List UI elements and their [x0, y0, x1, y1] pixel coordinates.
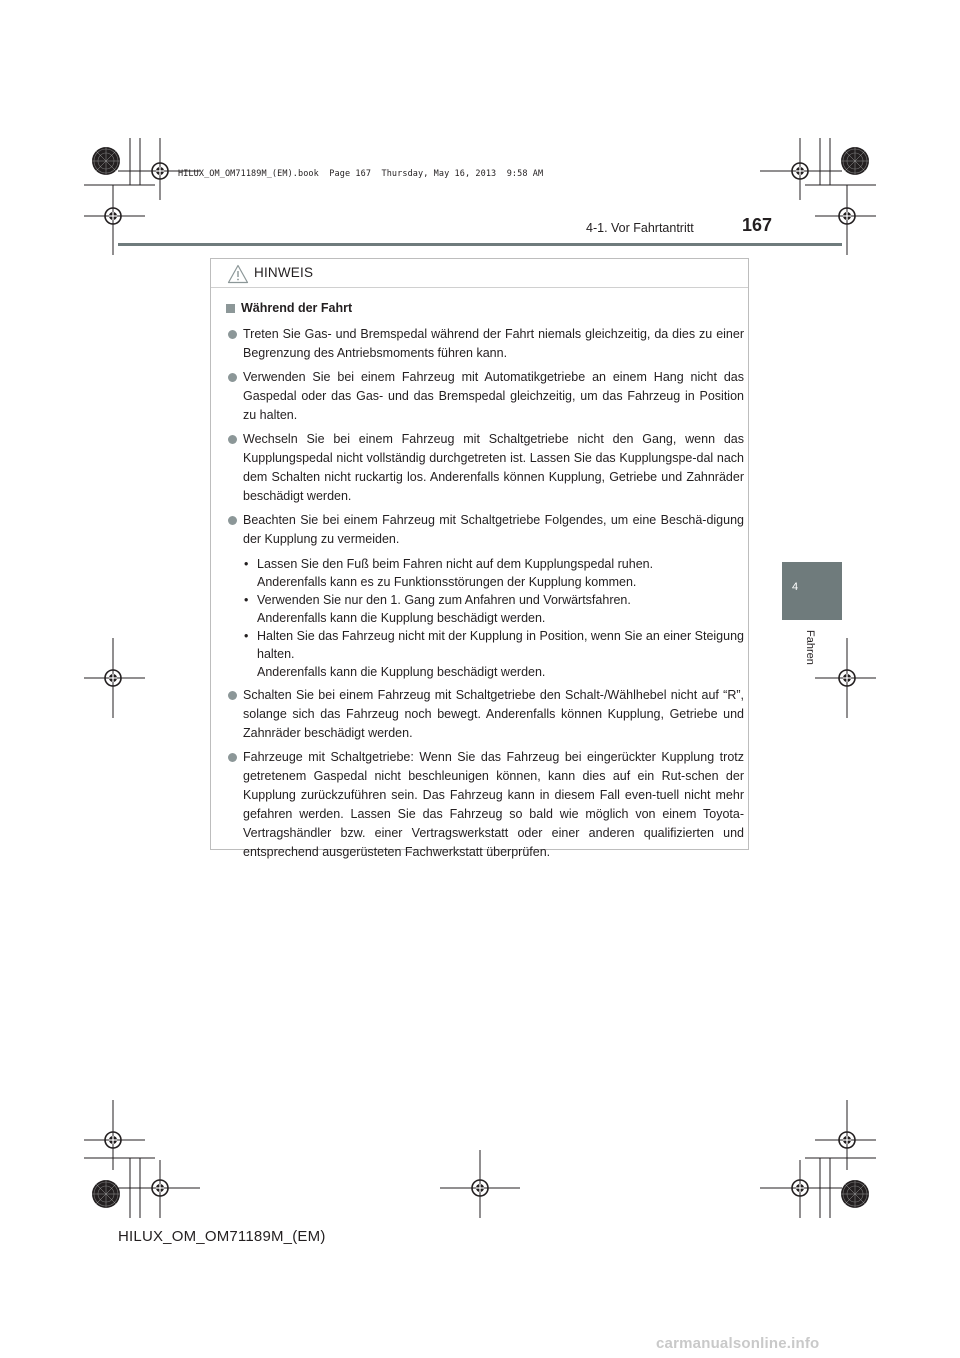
- list-item: [225, 430, 744, 506]
- sub-item-consequence: Anderenfalls kann die Kupplung beschädigt werden.: [257, 665, 546, 679]
- notice-subheading: [225, 300, 744, 317]
- sub-item-consequence: Anderenfalls kann es zu Funktionsstörungen der Kupplung kommen.: [257, 575, 637, 589]
- list-item-text: Wechseln Sie bei einem Fahrzeug mit Schaltgetriebe nicht den Gang, wenn das Kupplungspedal nicht vollständig durchgetreten ist. Lassen Sie das Kupplungspe-dal nach dem Schalten nicht ruckartig los. Anderenfalls können Kupplung, Getriebe und Zahnräder beschädigt werden.: [243, 432, 744, 503]
- sub-list-item: [243, 591, 744, 627]
- sub-list-item: [243, 555, 744, 591]
- sub-bullet-mark: •: [244, 593, 249, 607]
- sub-list: [243, 555, 744, 681]
- square-bullet-icon: [226, 304, 235, 313]
- sub-item-text: Halten Sie das Fahrzeug nicht mit der Kupplung in Position, wenn Sie an einer Steigung halten.: [257, 629, 744, 661]
- list-item-text: Treten Sie Gas- und Bremspedal während der Fahrt niemals gleichzeitig, da dies zu einer Begrenzung des Antriebsmoments führen kann.: [243, 327, 744, 360]
- circle-bullet-icon: [228, 753, 237, 762]
- sub-bullet-mark: •: [244, 629, 249, 643]
- notice-header: [211, 259, 748, 288]
- sub-bullet-mark: •: [244, 557, 249, 571]
- circle-bullet-icon: [228, 691, 237, 700]
- notice-title: HINWEIS: [254, 265, 314, 280]
- page-number: 167: [742, 215, 773, 235]
- chapter-label-text: Fahren: [804, 630, 816, 665]
- notice-box: [210, 258, 749, 859]
- sub-item-consequence: Anderenfalls kann die Kupplung beschädigt werden.: [257, 611, 546, 625]
- list-item: [225, 686, 744, 743]
- book-file-info: HILUX_OM_OM71189M_(EM).book Page 167 Thursday, May 16, 2013 9:58 AM: [178, 169, 544, 179]
- warning-triangle-icon: [227, 264, 249, 284]
- circle-bullet-icon: [228, 373, 237, 382]
- chapter-number: 4: [792, 581, 799, 593]
- list-item: [225, 368, 744, 425]
- circle-bullet-icon: [228, 330, 237, 339]
- list-item: [225, 511, 744, 681]
- list-item-text: Schalten Sie bei einem Fahrzeug mit Schaltgetriebe den Schalt-/Wählhebel nicht auf “R”, solange sich das Fahrzeug noch bewegt. Anderenfalls können Kupplung, Getriebe und Zahnräder beschädigt werden.: [243, 688, 744, 740]
- list-item-text: Fahrzeuge mit Schaltgetriebe: Wenn Sie das Fahrzeug bei eingerückter Kupplung trotz getretenem Gaspedal nicht beschleunigen können, kann dies auf ein Rut-schen der Kupplung zurückzuführen sein. Das Fahrzeug kann in diesem Fall even-tuell nicht mehr gefahren werden. Lassen Sie das Fahrzeug so bald wie möglich von einem Toyota-Vertragshändler bzw. einer Vertragswerkstatt oder einer anderen qualifizierten und entsprechend ausgerüsteten Fachwerkstatt überprüfen.: [243, 750, 744, 859]
- chapter-tab: [782, 562, 842, 620]
- sub-item-text: Lassen Sie den Fuß beim Fahren nicht auf dem Kupplungspedal ruhen.: [257, 557, 654, 571]
- section-title: 4-1. Vor Fahrtantritt: [586, 221, 694, 235]
- list-item-text: Beachten Sie bei einem Fahrzeug mit Schaltgetriebe Folgendes, um eine Beschä-digung der Kupplung zu vermeiden.: [243, 513, 744, 546]
- notice-body: [225, 300, 744, 867]
- header-rule: [118, 243, 842, 246]
- list-item-text: Verwenden Sie bei einem Fahrzeug mit Automatikgetriebe an einem Hang nicht das Gaspedal oder das Gas- und das Bremspedal gleichzeitig, um das Fahrzeug in Position zu halten.: [243, 370, 744, 422]
- notice-subheading-text: Während der Fahrt: [241, 301, 353, 315]
- sub-list-item: [243, 627, 744, 681]
- chapter-label: [800, 630, 816, 680]
- circle-bullet-icon: [228, 516, 237, 525]
- watermark: carmanualsonline.info: [656, 1335, 820, 1352]
- list-item: [225, 748, 744, 862]
- circle-bullet-icon: [228, 435, 237, 444]
- document-code: HILUX_OM_OM71189M_(EM): [118, 1228, 326, 1245]
- sub-item-text: Verwenden Sie nur den 1. Gang zum Anfahren und Vorwärtsfahren.: [257, 593, 631, 607]
- list-item: [225, 325, 744, 363]
